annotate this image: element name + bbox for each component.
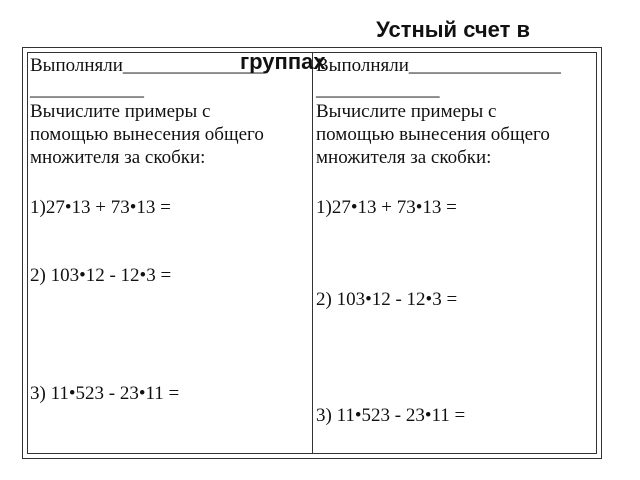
right-blank-line: _____________ [316,79,440,100]
right-instruction-2: помощью вынесения общего [316,124,550,145]
title-line-1: Устный счет в [376,17,530,42]
left-performed-label: Выполняли [30,55,123,76]
right-instruction-1: Вычислите примеры с [316,101,497,122]
left-instruction-3: множителя за скобки: [30,147,206,168]
right-performed-blank: ________________ [408,55,561,76]
left-instruction-1: Вычислите примеры с [30,101,211,122]
left-example-3: 3) 11•523 - 23•11 = [30,383,180,404]
left-blank-line: ____________ [30,79,144,100]
left-instruction-2: помощью вынесения общего [30,124,264,145]
right-performed-row [316,55,561,77]
left-performed-blank: _______________ [122,55,266,76]
column-divider [312,52,313,454]
left-example-2: 2) 103•12 - 12•3 = [30,265,172,286]
right-performed-label: Выполняли [316,55,409,76]
right-instruction-3: множителя за скобки: [316,147,492,168]
left-example-1: 1)27•13 + 73•13 = [30,197,171,218]
worksheet-table [22,47,602,459]
left-performed-row [30,55,265,77]
title-line-2: группах [240,49,326,74]
worksheet-table-inner [27,52,597,454]
right-example-1: 1)27•13 + 73•13 = [316,197,457,218]
right-example-2: 2) 103•12 - 12•3 = [316,289,458,310]
right-example-3: 3) 11•523 - 23•11 = [316,405,466,426]
